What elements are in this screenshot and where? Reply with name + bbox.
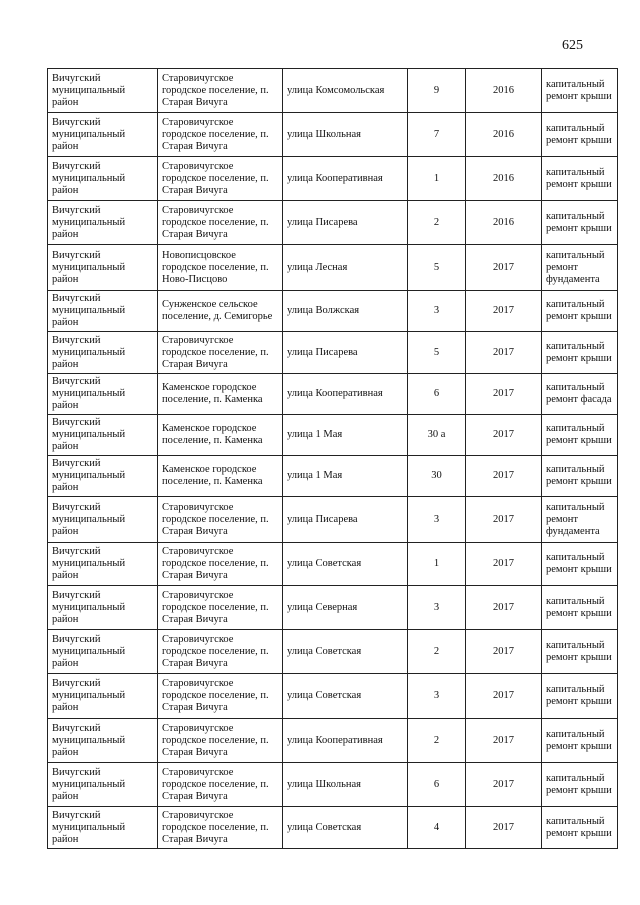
year-cell: 2017	[466, 456, 542, 497]
street-cell: улица Советская	[283, 630, 408, 674]
work-type-cell: капитальный ремонт крыши	[542, 807, 618, 849]
table-row	[48, 719, 618, 763]
work-type-cell: капитальный ремонт крыши	[542, 113, 618, 157]
settlement-cell: Старовичугское городское поселение, п. Старая Вичуга	[158, 807, 283, 849]
house-number-cell: 2	[408, 630, 466, 674]
table-row	[48, 332, 618, 374]
house-number-cell: 6	[408, 763, 466, 807]
table-row	[48, 630, 618, 674]
work-type-cell: капитальный ремонт крыши	[542, 674, 618, 719]
street-cell: улица Северная	[283, 586, 408, 630]
work-type-cell: капитальный ремонт крыши	[542, 332, 618, 374]
settlement-cell: Старовичугское городское поселение, п. Старая Вичуга	[158, 157, 283, 201]
year-cell: 2017	[466, 374, 542, 415]
street-cell: улица Волжская	[283, 291, 408, 332]
district-cell: Вичугский муниципальный район	[48, 415, 158, 456]
street-cell: улица Писарева	[283, 201, 408, 245]
house-number-cell: 30	[408, 456, 466, 497]
house-number-cell: 3	[408, 674, 466, 719]
year-cell: 2017	[466, 291, 542, 332]
settlement-cell: Старовичугское городское поселение, п. Старая Вичуга	[158, 332, 283, 374]
district-cell: Вичугский муниципальный район	[48, 674, 158, 719]
street-cell: улица Кооперативная	[283, 374, 408, 415]
work-type-cell: капитальный ремонт фундамента	[542, 497, 618, 543]
settlement-cell: Старовичугское городское поселение, п. Старая Вичуга	[158, 113, 283, 157]
settlement-cell: Каменское городское поселение, п. Каменка	[158, 415, 283, 456]
house-number-cell: 7	[408, 113, 466, 157]
work-type-cell: капитальный ремонт крыши	[542, 201, 618, 245]
work-type-cell: капитальный ремонт крыши	[542, 630, 618, 674]
district-cell: Вичугский муниципальный район	[48, 69, 158, 113]
district-cell: Вичугский муниципальный район	[48, 807, 158, 849]
work-type-cell: капитальный ремонт крыши	[542, 586, 618, 630]
year-cell: 2016	[466, 201, 542, 245]
work-type-cell: капитальный ремонт крыши	[542, 543, 618, 586]
year-cell: 2017	[466, 543, 542, 586]
table-row	[48, 69, 618, 113]
settlement-cell: Старовичугское городское поселение, п. Старая Вичуга	[158, 719, 283, 763]
year-cell: 2016	[466, 157, 542, 201]
year-cell: 2016	[466, 69, 542, 113]
house-number-cell: 9	[408, 69, 466, 113]
street-cell: улица Комсомольская	[283, 69, 408, 113]
house-number-cell: 5	[408, 245, 466, 291]
settlement-cell: Старовичугское городское поселение, п. Старая Вичуга	[158, 543, 283, 586]
work-type-cell: капитальный ремонт крыши	[542, 719, 618, 763]
district-cell: Вичугский муниципальный район	[48, 374, 158, 415]
settlement-cell: Старовичугское городское поселение, п. Старая Вичуга	[158, 497, 283, 543]
table-row	[48, 543, 618, 586]
house-number-cell: 1	[408, 543, 466, 586]
work-type-cell: капитальный ремонт крыши	[542, 456, 618, 497]
work-type-cell: капитальный ремонт крыши	[542, 415, 618, 456]
district-cell: Вичугский муниципальный район	[48, 113, 158, 157]
year-cell: 2017	[466, 497, 542, 543]
house-number-cell: 5	[408, 332, 466, 374]
settlement-cell: Каменское городское поселение, п. Каменка	[158, 374, 283, 415]
table-row	[48, 201, 618, 245]
house-number-cell: 6	[408, 374, 466, 415]
street-cell: улица 1 Мая	[283, 415, 408, 456]
house-number-cell: 3	[408, 586, 466, 630]
settlement-cell: Новописцовское городское поселение, п. Ново-Писцово	[158, 245, 283, 291]
house-number-cell: 3	[408, 291, 466, 332]
table-row	[48, 674, 618, 719]
work-type-cell: капитальный ремонт фасада	[542, 374, 618, 415]
district-cell: Вичугский муниципальный район	[48, 201, 158, 245]
district-cell: Вичугский муниципальный район	[48, 586, 158, 630]
house-number-cell: 2	[408, 719, 466, 763]
house-number-cell: 30 а	[408, 415, 466, 456]
work-type-cell: капитальный ремонт крыши	[542, 157, 618, 201]
street-cell: улица Школьная	[283, 113, 408, 157]
year-cell: 2017	[466, 763, 542, 807]
settlement-cell: Старовичугское городское поселение, п. Старая Вичуга	[158, 630, 283, 674]
table-row	[48, 497, 618, 543]
settlement-cell: Каменское городское поселение, п. Каменка	[158, 456, 283, 497]
table-row	[48, 456, 618, 497]
table-row	[48, 415, 618, 456]
street-cell: улица Советская	[283, 543, 408, 586]
year-cell: 2017	[466, 807, 542, 849]
year-cell: 2017	[466, 674, 542, 719]
district-cell: Вичугский муниципальный район	[48, 719, 158, 763]
street-cell: улица Писарева	[283, 332, 408, 374]
settlement-cell: Старовичугское городское поселение, п. Старая Вичуга	[158, 69, 283, 113]
year-cell: 2017	[466, 332, 542, 374]
street-cell: улица Школьная	[283, 763, 408, 807]
year-cell: 2017	[466, 586, 542, 630]
table-row	[48, 807, 618, 849]
house-number-cell: 2	[408, 201, 466, 245]
year-cell: 2016	[466, 113, 542, 157]
district-cell: Вичугский муниципальный район	[48, 543, 158, 586]
settlement-cell: Старовичугское городское поселение, п. Старая Вичуга	[158, 201, 283, 245]
district-cell: Вичугский муниципальный район	[48, 157, 158, 201]
district-cell: Вичугский муниципальный район	[48, 332, 158, 374]
district-cell: Вичугский муниципальный район	[48, 245, 158, 291]
settlement-cell: Старовичугское городское поселение, п. Старая Вичуга	[158, 763, 283, 807]
table-row	[48, 113, 618, 157]
table-row	[48, 157, 618, 201]
work-type-cell: капитальный ремонт крыши	[542, 763, 618, 807]
district-cell: Вичугский муниципальный район	[48, 763, 158, 807]
street-cell: улица Советская	[283, 807, 408, 849]
house-number-cell: 1	[408, 157, 466, 201]
settlement-cell: Старовичугское городское поселение, п. Старая Вичуга	[158, 586, 283, 630]
repair-registry-table	[47, 68, 618, 849]
district-cell: Вичугский муниципальный район	[48, 291, 158, 332]
year-cell: 2017	[466, 245, 542, 291]
street-cell: улица Кооперативная	[283, 157, 408, 201]
street-cell: улица Кооперативная	[283, 719, 408, 763]
settlement-cell: Сунженское сельское поселение, д. Семигорье	[158, 291, 283, 332]
table-row	[48, 291, 618, 332]
page-number: 625	[562, 38, 583, 53]
work-type-cell: капитальный ремонт крыши	[542, 291, 618, 332]
year-cell: 2017	[466, 630, 542, 674]
table-row	[48, 245, 618, 291]
table-row	[48, 586, 618, 630]
work-type-cell: капитальный ремонт фундамента	[542, 245, 618, 291]
table-row	[48, 374, 618, 415]
street-cell: улица Советская	[283, 674, 408, 719]
table-body	[48, 69, 618, 849]
year-cell: 2017	[466, 415, 542, 456]
work-type-cell: капитальный ремонт крыши	[542, 69, 618, 113]
street-cell: улица Лесная	[283, 245, 408, 291]
house-number-cell: 4	[408, 807, 466, 849]
district-cell: Вичугский муниципальный район	[48, 497, 158, 543]
street-cell: улица 1 Мая	[283, 456, 408, 497]
settlement-cell: Старовичугское городское поселение, п. Старая Вичуга	[158, 674, 283, 719]
house-number-cell: 3	[408, 497, 466, 543]
district-cell: Вичугский муниципальный район	[48, 630, 158, 674]
table-row	[48, 763, 618, 807]
year-cell: 2017	[466, 719, 542, 763]
district-cell: Вичугский муниципальный район	[48, 456, 158, 497]
street-cell: улица Писарева	[283, 497, 408, 543]
